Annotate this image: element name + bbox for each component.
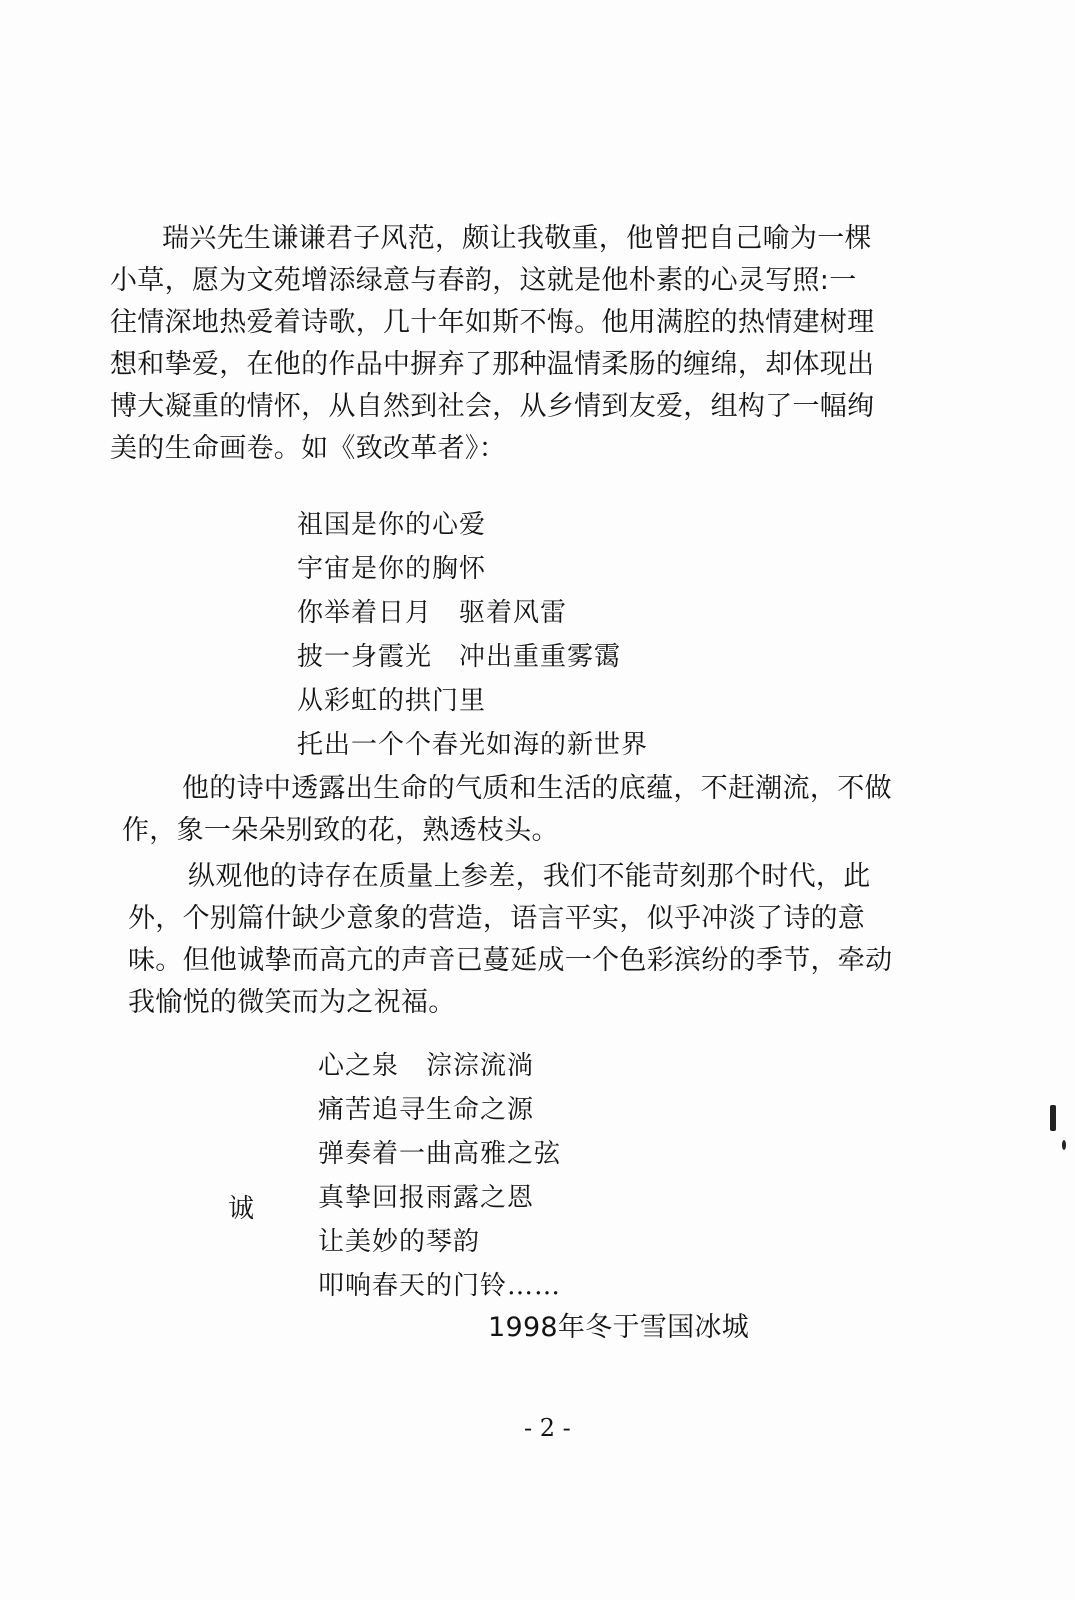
- poem-line: 你举着日月 驱着风雷: [297, 598, 568, 628]
- poem-line: 宇宙是你的胸怀: [297, 554, 487, 584]
- poem-line: 痛苦追寻生命之源: [318, 1095, 535, 1125]
- paragraph-line: 纵观他的诗存在质量上参差，我们不能苛刻那个时代，此: [188, 861, 871, 892]
- margin-character: 诚: [228, 1194, 255, 1224]
- poem-line: 真挚回报雨露之恩: [318, 1183, 535, 1213]
- paragraph-qualities: [122, 768, 962, 852]
- signature-date: 1998年冬于雪国冰城: [488, 1312, 750, 1343]
- poem-line: 弹奏着一曲高雅之弦: [318, 1139, 562, 1169]
- poem-line: 披一身霞光 冲出重重雾霭: [297, 642, 622, 672]
- scan-speck: [1050, 1105, 1056, 1131]
- paragraph-line: 外，个别篇什缺少意象的营造，语言平实，似乎冲淡了诗的意: [128, 903, 866, 934]
- poem-line: 叩响春天的门铃……: [318, 1271, 562, 1301]
- poem-zhi-gaigezhe: [297, 503, 648, 767]
- paragraph-line: 美的生命画卷。如《致改革者》：: [110, 433, 506, 464]
- scan-speck: [1062, 1140, 1066, 1150]
- paragraph-line: 想和挚爱，在他的作品中摒弃了那种温情柔肠的缠绵，却体现出: [110, 349, 875, 380]
- paragraph-line: 博大凝重的情怀，从自然到社会，从乡情到友爱，组构了一幅绚: [110, 391, 875, 422]
- poem-line: 从彩虹的拱门里: [297, 686, 487, 716]
- paragraph-line: 作，象一朵朵别致的花，熟透枝头。: [122, 815, 559, 846]
- paragraph-line: 瑞兴先生谦谦君子风范，颇让我敬重，他曾把自己喻为一棵: [162, 223, 872, 254]
- paragraph-line: 他的诗中透露出生命的气质和生活的底蕴，不赶潮流，不做: [182, 773, 892, 804]
- paragraph-line: 往情深地热爱着诗歌，几十年如斯不悔。他用满腔的热情建树理: [110, 307, 875, 338]
- paragraph-review: [128, 856, 968, 1024]
- paragraph-line: 小草，愿为文苑增添绿意与春韵，这就是他朴素的心灵写照:一: [110, 265, 857, 296]
- poem-line: 托出一个个春光如海的新世界: [297, 730, 649, 760]
- poem-line: 祖国是你的心爱: [297, 510, 487, 540]
- paragraph-intro: [110, 218, 950, 470]
- paragraph-line: 味。但他诚挚而高亢的声音已蔓延成一个色彩滨纷的季节，牵动: [128, 945, 893, 976]
- page-number: - 2 -: [524, 1414, 571, 1442]
- paragraph-line: 我愉悦的微笑而为之祝福。: [128, 987, 456, 1018]
- poem-line: 让美妙的琴韵: [318, 1227, 481, 1257]
- poem-blessing: [318, 1044, 561, 1308]
- poem-line: 心之泉 淙淙流淌: [318, 1051, 535, 1081]
